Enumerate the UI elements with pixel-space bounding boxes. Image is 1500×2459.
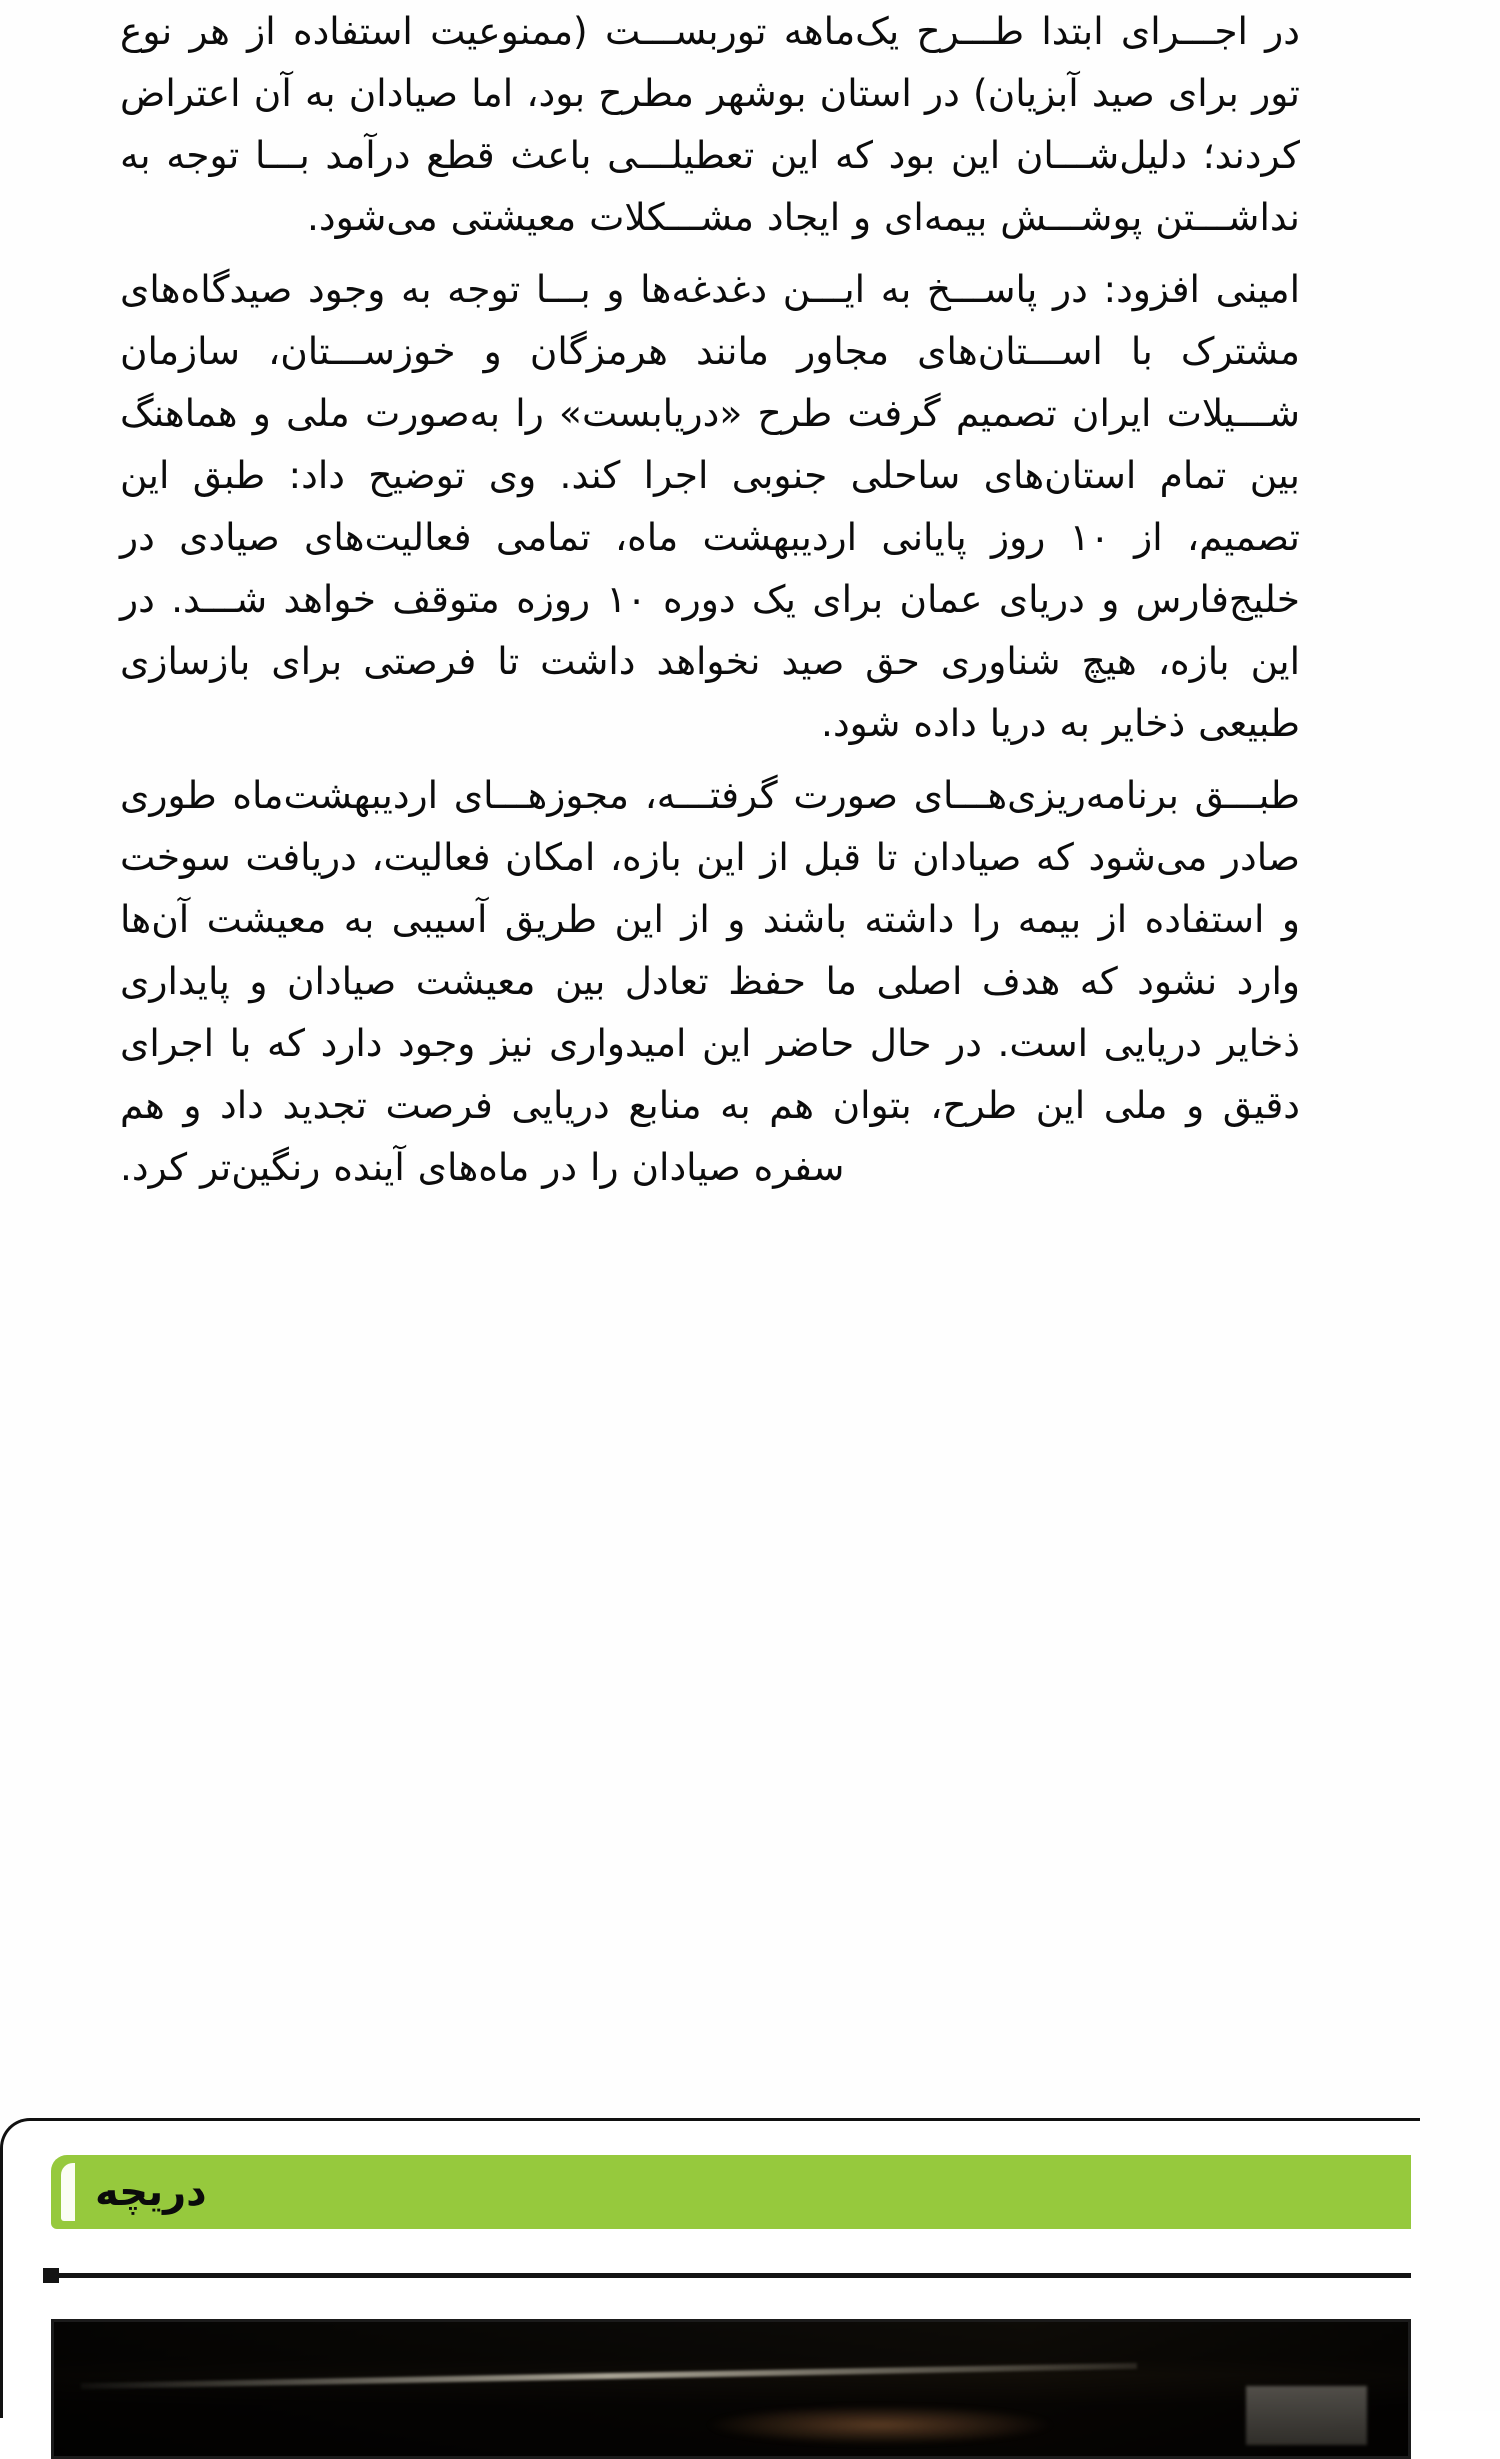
edge-paragraph — [1340, 1008, 1500, 1070]
bottom-section-panel — [0, 2118, 1420, 2418]
edge-paragraph — [1340, 648, 1500, 710]
edge-paragraph — [1340, 1152, 1500, 1214]
article-paragraph: امینی افزود: در پاســـخ به ایـــن دغدغه‌ها و بـــا توجه به وجود صیدگاه‌های مشترک با اســـتان‌های مجاور مانند هرمزگان و خوزســـتان، سازمان شـــیلات ایران تصمیم گرفت طرح «دریابست» را به‌صورت ملی و هماهنگ بین تمام استان‌های ساحلی جنوبی اجرا کند. وی توضیح داد: طبق این تصمیم، از ۱۰ روز پایانی اردیبهشت ماه، تمامی فعالیت‌های صیادی در خلیج‌فارس و دریای عمان برای یک دوره ۱۰ روزه متوقف خواهد شـــد. در این بازه، هیچ شناوری حق صید نخواهد داشت تا فرصتی برای بازسازی طبیعی ذخایر به دریا داده شود. — [120, 267, 1300, 745]
section-photo — [51, 2319, 1411, 2459]
photo-warm-glow — [704, 2405, 1056, 2445]
edge-paragraph — [1340, 144, 1500, 206]
edge-paragraph — [1340, 864, 1500, 926]
edge-paragraph — [1340, 72, 1500, 134]
horizontal-rule — [43, 2273, 1411, 2278]
right-edge-column-clip — [1340, 0, 1500, 2411]
edge-paragraph — [1340, 360, 1500, 422]
edge-paragraph — [1340, 1224, 1500, 1286]
edge-paragraph — [1340, 0, 1500, 62]
edge-paragraph — [1340, 504, 1500, 566]
edge-paragraph — [1340, 288, 1500, 350]
edge-paragraph — [1340, 432, 1500, 494]
edge-paragraph — [1340, 936, 1500, 998]
edge-paragraph — [1340, 1080, 1500, 1142]
article-paragraph: در اجـــرای ابتدا طـــرح یک‌ماهه توربســـت (ممنوعیت استفاده از هر نوع تور برای صید آبزیان) در استان بوشهر مطرح بود، اما صیادان به آن اعتراض کردند؛ دلیل‌شـــان این بود که این تعطیلـــی باعث قطع درآمد بـــا توجه به نداشـــتن پوشـــش بیمه‌ای و ایجاد مشـــکلات معیشتی می‌شود. — [120, 9, 1300, 239]
section-header-bar — [51, 2155, 1411, 2229]
edge-paragraph — [1340, 792, 1500, 854]
photo-right-object — [1246, 2386, 1368, 2445]
edge-paragraph — [1340, 576, 1500, 638]
section-title: دریچه — [95, 2169, 207, 2215]
edge-paragraph — [1340, 216, 1500, 278]
edge-paragraph — [1340, 720, 1500, 782]
photo-highlight — [81, 2363, 1137, 2389]
edge-paragraph — [1340, 1296, 1500, 1358]
edge-paragraph — [1340, 1368, 1500, 1430]
right-edge-column — [1340, 0, 1500, 1440]
article-paragraph: طبـــق برنامه‌ریزی‌هـــای صورت گرفتـــه، مجوزهـــای اردیبهشت‌ماه طوری صادر می‌شود که صیادان تا قبل از این بازه، امکان فعالیت، دریافت سوخت و استفاده از بیمه را داشته باشند و از این طریق آسیبی به معیشت آن‌ها وارد نشود که هدف اصلی ما حفظ تعادل بین معیشت صیادان و پایداری ذخایر دریایی است. در حال حاضر این امیدواری نیز وجود دارد که با اجرای دقیق و ملی این طرح، بتوان هم به منابع دریایی فرصت تجدید داد و هم سفره صیادان را در ماه‌های آینده رنگین‌تر کرد. — [120, 773, 1300, 1189]
article-body — [120, 0, 1300, 1208]
